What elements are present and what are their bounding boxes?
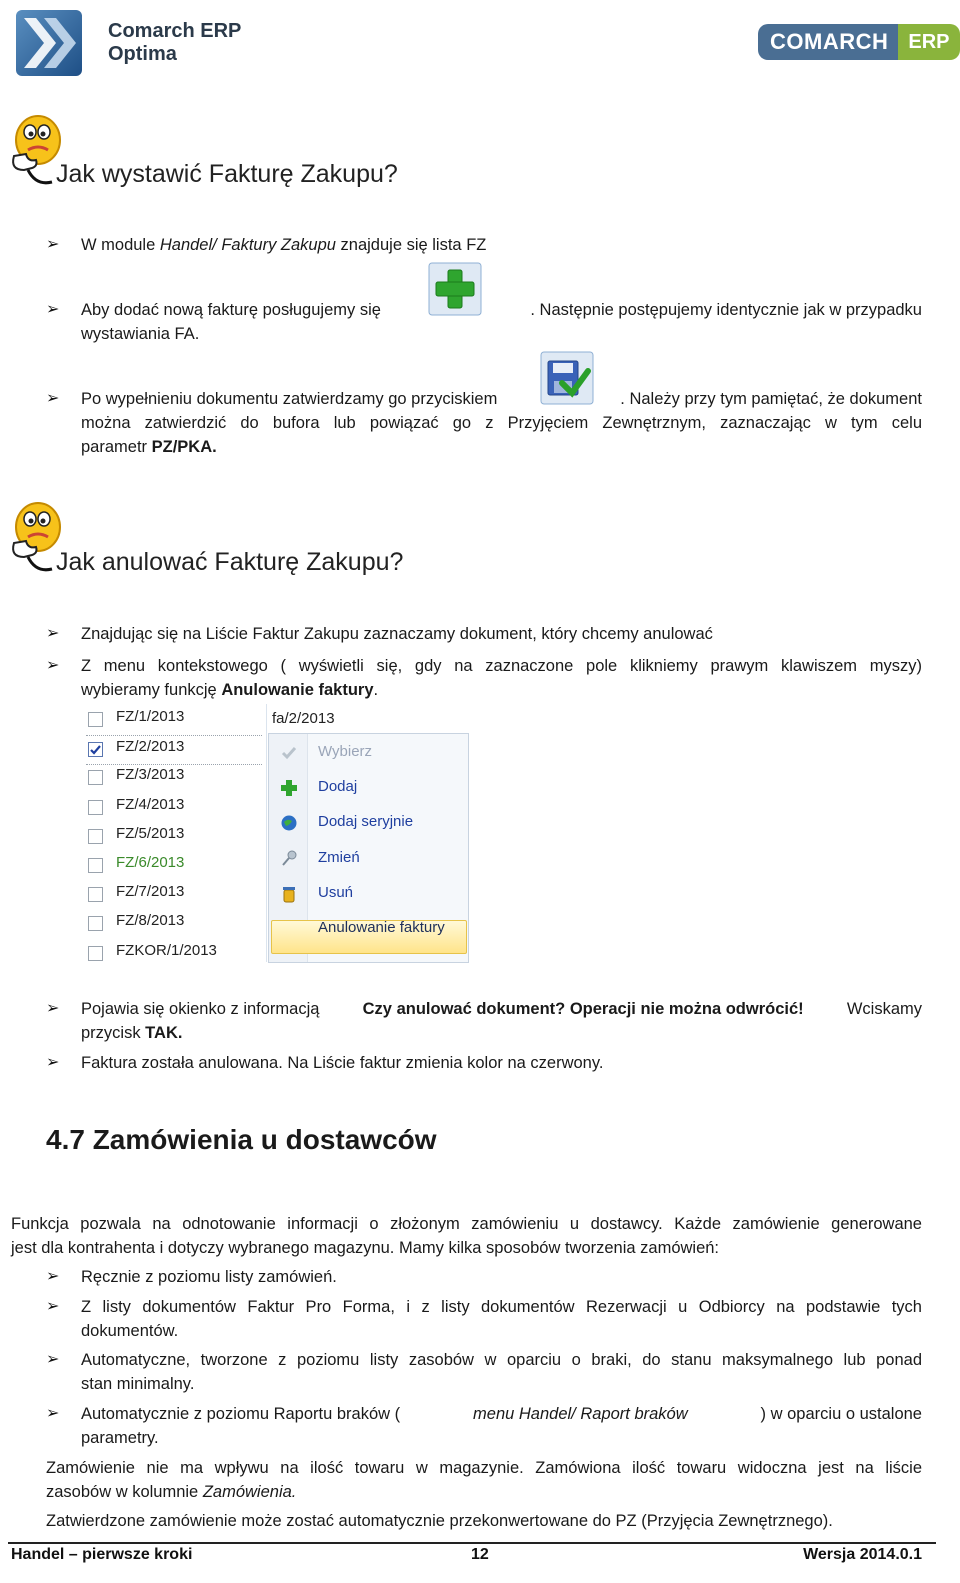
pz-pka-param: PZ/PKA. [151, 438, 217, 456]
s1-b1-post: znajduje się lista FZ [335, 236, 487, 254]
bullet-arrow-icon: ➢ [46, 236, 60, 253]
bullet-arrow-icon: ➢ [46, 1351, 60, 1368]
second-column-label: fa/2/2013 [272, 710, 335, 727]
s2-b3-line2-pre: przycisk [81, 1024, 146, 1042]
comarch-brand-logo [758, 24, 960, 60]
tak-button-ref: TAK. [145, 1024, 183, 1042]
s1-b1-em: Handel/ Faktury Zakupu [159, 236, 336, 254]
list-item[interactable] [86, 881, 262, 909]
bullet-arrow-icon: ➢ [46, 1268, 60, 1285]
add-button-plus-icon[interactable] [428, 262, 482, 316]
s1-b3-line2: można zatwierdzić do bufora lub powiązać go z Przyjęciem Zewnętrznym, zaznaczając w tym celu [81, 414, 922, 432]
s2-b3-line2 [81, 1021, 182, 1045]
document-number: FZ/5/2013 [116, 824, 185, 842]
bullet-arrow-icon: ➢ [46, 1298, 60, 1315]
document-number: FZ/4/2013 [116, 795, 185, 813]
row-checkbox[interactable] [88, 742, 103, 757]
row-checkbox[interactable] [88, 946, 103, 961]
anulowanie-faktury-ref: Anulowanie faktury [221, 681, 374, 699]
list-item[interactable] [86, 940, 262, 968]
footer-page-number: 12 [471, 1546, 489, 1563]
logo-line-2: Optima [108, 43, 177, 65]
menu-item-anulowanie-faktury[interactable]: Anulowanie faktury [318, 919, 445, 936]
s1-b2-post: . Następnie postępujemy identycznie jak w przypadku [530, 301, 922, 319]
s3-bullet-1: Ręcznie z poziomu listy zamówień. [81, 1268, 337, 1286]
document-number: FZKOR/1/2013 [116, 941, 217, 959]
s3-b4-pre: Automatycznie z poziomu Raportu braków ( [81, 1405, 401, 1423]
checkmark-icon [89, 743, 102, 756]
menu-item-wybierz: Wybierz [318, 743, 373, 760]
s3-b4-em: menu Handel/ Raport braków [473, 1405, 688, 1423]
s2-bullet-1: Znajdując się na Liście Faktur Zakupu zaznaczamy dokument, który chcemy anulować [81, 625, 713, 643]
bullet-arrow-icon: ➢ [46, 625, 60, 642]
document-number: FZ/2/2013 [116, 738, 185, 756]
s2-b2-line2 [81, 678, 378, 702]
section-4-7-title: 4.7 Zamówienia u dostawców [46, 1124, 437, 1155]
s2-b2-line1: Z menu kontekstowego ( wyświetli się, gdy na zaznaczone pole klikniemy prawym klawiszem myszy) [81, 657, 922, 675]
menu-item-dodaj[interactable]: Dodaj [318, 778, 358, 796]
s1-b2-pre: Aby dodać nową fakturę posługujemy się [81, 301, 381, 319]
s2-b3-line1 [81, 997, 922, 1021]
row-checkbox[interactable] [88, 916, 103, 931]
logo-line-1: Comarch ERP [108, 20, 242, 42]
s1-b3-pre: Po wypełnieniu dokumentu zatwierdzamy go przyciskiem [81, 390, 498, 408]
row-checkbox[interactable] [88, 770, 103, 785]
s1-b3-line3-pre: parametr [81, 438, 152, 456]
document-number: FZ/8/2013 [116, 912, 185, 930]
s2-bullet-4: Faktura została anulowana. Na Liście faktur zmienia kolor na czerwony. [81, 1054, 604, 1072]
row-checkbox[interactable] [88, 858, 103, 873]
s3-b3-line1: Automatyczne, tworzone z poziomu listy zasobów w oparciu o braki, do stanu maksymalnego lub ponad [81, 1351, 922, 1369]
list-item[interactable] [86, 794, 262, 822]
s3-p1-line2 [46, 1480, 296, 1504]
globe-icon [280, 814, 298, 837]
row-checkbox[interactable] [88, 800, 103, 815]
s3-p1-line2-em: Zamówienia. [202, 1483, 297, 1501]
s3-intro-line1: Funkcja pozwala na odnotowanie informacji o złożonym zamówieniu u dostawcy. Każde zamówienie generowane [11, 1215, 922, 1233]
document-number: FZ/1/2013 [116, 708, 185, 725]
document-number: FZ/6/2013 [116, 854, 185, 871]
s3-b3-line2: stan minimalny. [81, 1375, 195, 1393]
s3-p2: Zatwierdzone zamówienie może zostać automatycznie przekonwertowane do PZ (Przyjęcia Zewnętrznego). [46, 1512, 833, 1530]
footer-left: Handel – pierwsze kroki [11, 1546, 193, 1563]
section1-title: Jak wystawić Fakturę Zakupu? [56, 160, 398, 188]
menu-item-usuń[interactable]: Usuń [318, 883, 354, 901]
bullet-arrow-icon: ➢ [46, 657, 60, 674]
s1-b3-line3 [81, 435, 217, 459]
check-icon [280, 744, 298, 767]
bullet-arrow-icon: ➢ [46, 1405, 60, 1422]
bullet-arrow-icon: ➢ [46, 390, 60, 407]
s3-b2-line2: dokumentów. [81, 1322, 179, 1340]
brand-left: COMARCH [758, 24, 898, 60]
bullet-arrow-icon: ➢ [46, 1054, 60, 1071]
document-number: FZ/7/2013 [116, 883, 185, 901]
footer-version: Wersja 2014.0.1 [803, 1546, 922, 1563]
s3-p1-line2-pre: zasobów w kolumnie [46, 1483, 203, 1501]
footer-rule [8, 1542, 936, 1544]
list-item[interactable] [86, 910, 262, 938]
list-item[interactable] [86, 706, 262, 734]
brand-right: ERP [898, 24, 959, 60]
s3-b4-line2: parametry. [81, 1429, 159, 1447]
row-checkbox[interactable] [88, 887, 103, 902]
s3-b4-post: ) w oparciu o ustalone [760, 1405, 922, 1423]
s2-b3-post: Wciskamy [846, 1000, 922, 1018]
optima-logo-icon [14, 8, 86, 78]
s1-bullet-1 [81, 233, 486, 257]
pin-icon [280, 850, 298, 873]
s3-b2-line1: Z listy dokumentów Faktur Pro Forma, i z listy dokumentów Rezerwacji u Odbiorcy na podstawie tych [81, 1298, 922, 1316]
row-checkbox[interactable] [88, 829, 103, 844]
row-checkbox[interactable] [88, 712, 103, 727]
s2-b2-line2-post: . [373, 681, 379, 699]
list-item[interactable] [86, 735, 262, 765]
section2-title: Jak anulować Fakturę Zakupu? [56, 548, 404, 576]
menu-item-zmień[interactable]: Zmień [318, 848, 360, 866]
s3-intro-line2: jest dla kontrahenta i dotyczy wybranego magazynu. Mamy kilka sposobów tworzenia zamówień: [11, 1239, 720, 1257]
s3-b4-line1 [81, 1402, 922, 1426]
list-item[interactable] [86, 823, 262, 851]
list-item[interactable] [86, 764, 262, 792]
cancel-dialog-question: Czy anulować dokument? Operacji nie można odwrócić! [362, 1000, 804, 1018]
bullet-arrow-icon: ➢ [46, 1000, 60, 1017]
s1-b2-line2: wystawiania FA. [81, 325, 200, 343]
optima-logo [14, 8, 86, 78]
s3-p1-line1: Zamówienie nie ma wpływu na ilość towaru w magazynie. Zamówiona ilość towaru widoczna jest na liście [46, 1459, 922, 1477]
menu-item-dodaj-seryjnie[interactable]: Dodaj seryjnie [318, 813, 414, 831]
list-column-divider [266, 704, 267, 962]
trash-icon [280, 885, 298, 908]
s2-b3-pre: Pojawia się okienko z informacją [81, 1000, 320, 1018]
list-item[interactable] [86, 852, 262, 880]
s1-b3-post: . Należy przy tym pamiętać, że dokument [620, 390, 922, 408]
s1-b1-pre: W module [81, 236, 160, 254]
plus-icon [280, 779, 298, 802]
approve-save-button-icon[interactable] [540, 351, 594, 405]
s2-b2-line2-pre: wybieramy funkcję [81, 681, 222, 699]
bullet-arrow-icon: ➢ [46, 301, 60, 318]
document-number: FZ/3/2013 [116, 766, 185, 784]
